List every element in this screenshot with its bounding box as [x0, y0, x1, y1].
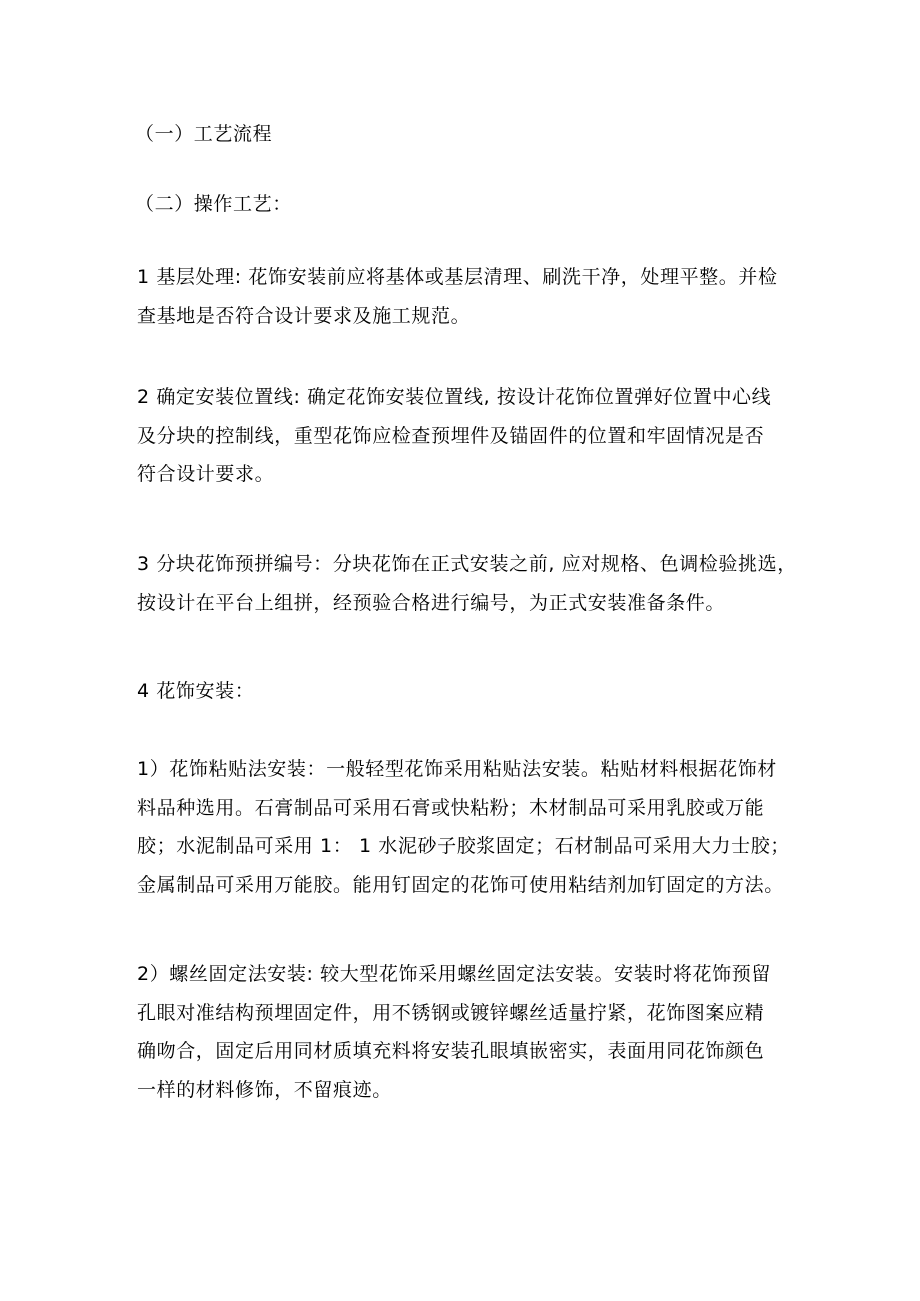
paragraph-install-position-lines: 2 确定安装位置线: 确定花饰安装位置线, 按设计花饰位置弹好位置中心线 及分块的控制线，重型花饰应检查预埋件及锚固件的位置和牢固情况是否 符合设计要求。 — [137, 386, 772, 485]
heading-operation-process: （二）操作工艺： — [135, 193, 292, 215]
paragraph-adhesive-method: 1）花饰粘贴法安装：一般轻型花饰采用粘贴法安装。粘贴材料根据花饰材 料品种选用。石膏制品可采用石膏或快粘粉；木材制品可采用乳胶或万能 胶；水泥制品可采用 1： 1 水泥砂子胶浆固定；石材制品可采用大力士胶； 金属制品可采用万能胶。能用钉固定的花饰可使用粘结剂加钉固定的方法。 — [137, 758, 790, 896]
paragraph-base-treatment: 1 基层处理: 花饰安装前应将基体或基层清理、刷洗干净，处理平整。并检 查基地是否符合设计要求及施工规范。 — [137, 266, 778, 327]
paragraph-screw-fixing-method: 2）螺丝固定法安装: 较大型花饰采用螺丝固定法安装。安装时将花饰预留 孔眼对准结构预埋固定件，用不锈钢或镀锌螺丝适量拧紧，花饰图案应精 确吻合，固定后用同材质填充料将安装孔眼填嵌密实，表面用同花饰颜色 一样的材料修饰，不留痕迹。 — [137, 963, 771, 1101]
paragraph-ornament-installation: 4 花饰安装： — [137, 680, 255, 702]
paragraph-pre-assembly-numbering: 3 分块花饰预拼编号：分块花饰在正式安装之前, 应对规格、色调检验挑选， 按设计在平台上组拼，经预验合格进行编号，为正式安装准备条件。 — [137, 553, 797, 614]
heading-process-flow: （一）工艺流程 — [135, 123, 273, 145]
